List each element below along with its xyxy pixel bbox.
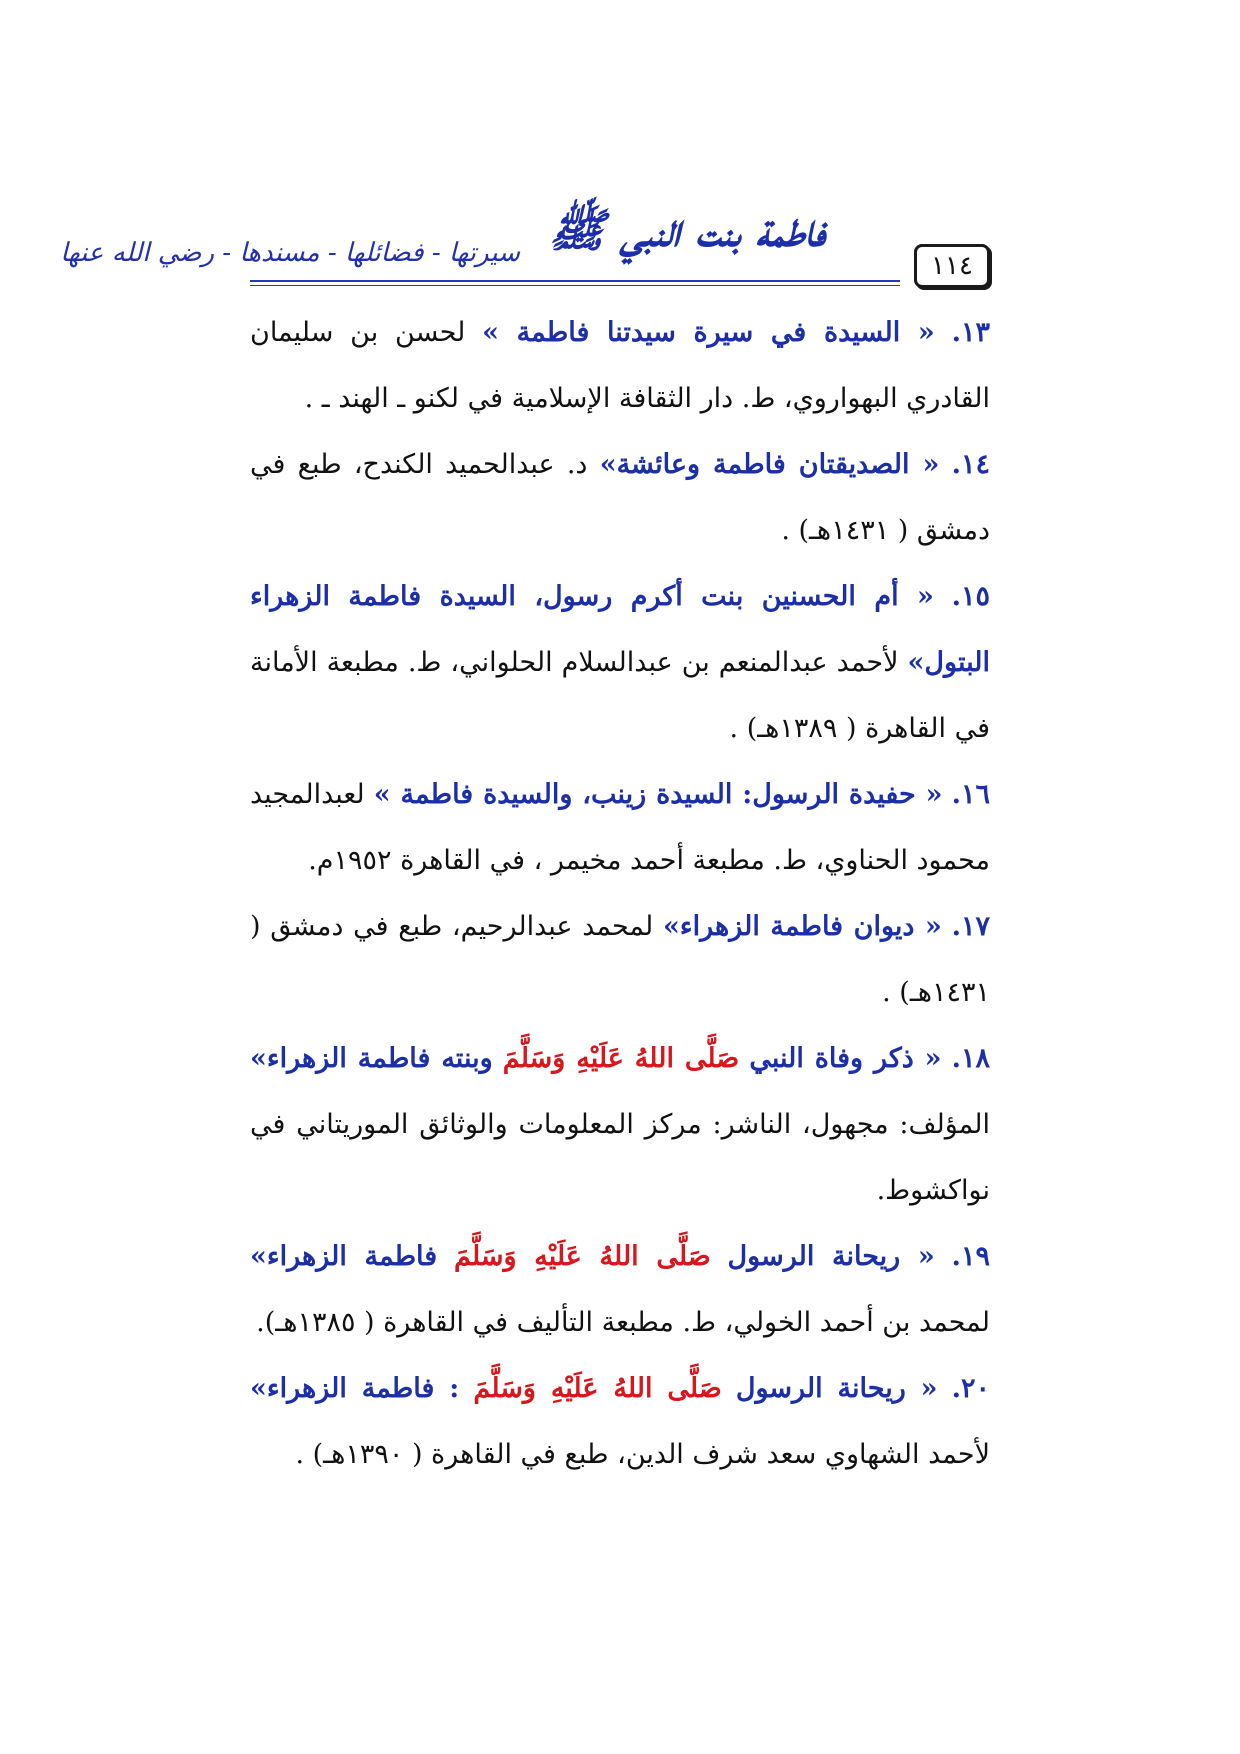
entry-number: ١٥.	[951, 581, 990, 612]
book-title: فاطمة بنت النبي ﷺ	[549, 203, 825, 257]
list-item	[250, 894, 990, 1026]
entry-title-part-b: وبنته فاطمة الزهراء»	[250, 1043, 493, 1074]
salutation-glyph: صَلَّى اللهُ عَلَيْهِ وَسَلَّمَ	[502, 1043, 740, 1074]
list-item	[250, 1356, 990, 1488]
book-subtitle: سيرتها - فضائلها - مسندها - رضي الله عنها	[60, 238, 520, 268]
list-item	[250, 762, 990, 894]
list-item	[250, 432, 990, 564]
entry-number: ١٤.	[951, 449, 990, 480]
entry-number: ١٧.	[951, 911, 991, 942]
entry-title-part-a: « ريحانة الرسول	[727, 1241, 935, 1272]
entry-number: ١٦.	[951, 779, 990, 810]
entry-title-part-b: فاطمة الزهراء»	[250, 1241, 438, 1272]
entry-details: لأحمد الشهاوي سعد شرف الدين، طبع في القاهرة ( ١٣٩٠هـ) .	[295, 1439, 990, 1470]
header-rule-thin	[250, 285, 900, 286]
entry-title: « الصديقتان فاطمة وعائشة»	[599, 449, 940, 480]
entry-details: لمحمد بن أحمد الخولي، ط. مطبعة التأليف في القاهرة ( ١٣٨٥هـ).	[256, 1307, 990, 1338]
list-item	[250, 1224, 990, 1356]
entry-title-part-a: « ذكر وفاة النبي	[749, 1043, 942, 1074]
entry-details: لأحمد عبدالمنعم بن عبدالسلام الحلواني، ط. مطبعة الأمانة في القاهرة ( ١٣٨٩هـ) .	[250, 647, 990, 744]
entry-number: ١٩.	[951, 1241, 990, 1272]
list-item	[250, 564, 990, 762]
entry-details: المؤلف: مجهول، الناشر: مركز المعلومات والوثائق الموريتاني في نواكشوط.	[250, 1109, 990, 1206]
entry-title: « ديوان فاطمة الزهراء»	[663, 911, 942, 942]
salutation-glyph: صَلَّى اللهُ عَلَيْهِ وَسَلَّمَ	[473, 1373, 722, 1404]
list-item	[250, 300, 990, 432]
entry-details: لعبدالمجيد محمود الحناوي، ط. مطبعة أحمد مخيمر ، في القاهرة ١٩٥٢م.	[250, 779, 990, 876]
page-header	[60, 196, 990, 286]
list-item	[250, 1026, 990, 1224]
entry-number: ١٨.	[951, 1043, 991, 1074]
entry-details: لمحمد عبدالرحيم، طبع في دمشق ( ١٤٣١هـ) .	[250, 911, 990, 1008]
entry-number: ١٣.	[951, 317, 990, 348]
entry-details: د. عبدالحميد الكندح، طبع في دمشق ( ١٤٣١هـ) .	[250, 449, 990, 546]
entry-title: « السيدة في سيرة سيدتنا فاطمة »	[482, 317, 935, 348]
entry-title: « حفيدة الرسول: السيدة زينب، والسيدة فاطمة »	[373, 779, 943, 810]
entry-details: لحسن بن سليمان القادري البهواروي، ط. دار الثقافة الإسلامية في لكنو ـ الهند ـ .	[250, 317, 990, 414]
entry-number: ٢٠.	[951, 1373, 990, 1404]
bibliography-list	[250, 300, 990, 1488]
entry-title-part-b: : فاطمة الزهراء»	[250, 1373, 460, 1404]
entry-title-part-a: « ريحانة الرسول	[735, 1373, 938, 1404]
salutation-glyph: صَلَّى اللهُ عَلَيْهِ وَسَلَّمَ	[454, 1241, 711, 1272]
header-rule	[250, 280, 900, 282]
entry-title: « أم الحسنين بنت أكرم رسول، السيدة فاطمة الزهراء البتول»	[250, 581, 990, 678]
page-number: ١١٤	[914, 244, 990, 288]
